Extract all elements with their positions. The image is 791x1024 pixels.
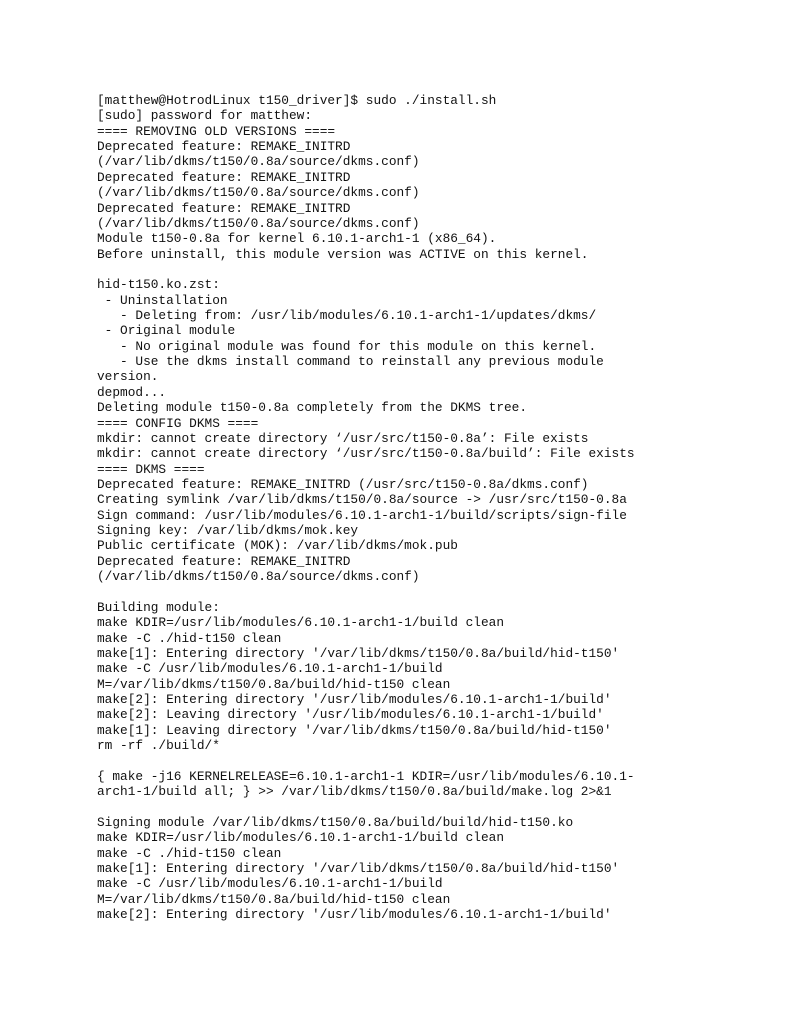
log-line: [sudo] password for matthew: xyxy=(97,108,313,124)
log-line: Creating symlink /var/lib/dkms/t150/0.8a/source -> /usr/src/t150-0.8a xyxy=(97,492,627,508)
log-line: ==== REMOVING OLD VERSIONS ==== xyxy=(97,123,336,139)
log-line: M=/var/lib/dkms/t150/0.8a/build/hid-t150 clean xyxy=(97,676,451,692)
log-line: - Original module xyxy=(97,323,236,339)
log-line: Deprecated feature: REMAKE_INITRD xyxy=(97,139,351,155)
log-line: (/var/lib/dkms/t150/0.8a/source/dkms.conf) xyxy=(97,569,420,585)
log-line: Before uninstall, this module version was ACTIVE on this kernel. xyxy=(97,246,589,262)
log-line xyxy=(97,262,697,277)
log-line: Sign command: /usr/lib/modules/6.10.1-arch1-1/build/scripts/sign-file xyxy=(97,507,627,523)
log-line: Deleting module t150-0.8a completely from the DKMS tree. xyxy=(97,400,528,416)
log-line: make -C /usr/lib/modules/6.10.1-arch1-1/build xyxy=(97,661,443,677)
log-line: - Uninstallation xyxy=(97,292,228,308)
log-line: Deprecated feature: REMAKE_INITRD (/usr/src/t150-0.8a/dkms.conf) xyxy=(97,476,589,492)
log-line: ==== CONFIG DKMS ==== xyxy=(97,415,259,431)
log-line: make KDIR=/usr/lib/modules/6.10.1-arch1-1/build clean xyxy=(97,615,505,631)
log-line: make[1]: Leaving directory '/var/lib/dkms/t150/0.8a/build/hid-t150' xyxy=(97,722,612,738)
log-line: make[2]: Leaving directory '/usr/lib/modules/6.10.1-arch1-1/build' xyxy=(97,707,604,723)
log-line: Deprecated feature: REMAKE_INITRD xyxy=(97,200,351,216)
log-line: (/var/lib/dkms/t150/0.8a/source/dkms.conf) xyxy=(97,154,420,170)
log-line: mkdir: cannot create directory ‘/usr/src/t150-0.8a/build’: File exists xyxy=(97,446,635,462)
log-line: - No original module was found for this module on this kernel. xyxy=(97,338,597,354)
terminal-output xyxy=(97,93,697,922)
log-line: make -C ./hid-t150 clean xyxy=(97,845,282,861)
log-line: Module t150-0.8a for kernel 6.10.1-arch1-1 (x86_64). xyxy=(97,231,497,247)
log-line: - Use the dkms install command to reinstall any previous module xyxy=(97,354,604,370)
log-line: (/var/lib/dkms/t150/0.8a/source/dkms.conf) xyxy=(97,215,420,231)
log-line: M=/var/lib/dkms/t150/0.8a/build/hid-t150 clean xyxy=(97,891,451,907)
log-line: depmod... xyxy=(97,384,167,400)
log-line: ==== DKMS ==== xyxy=(97,461,205,477)
log-line: make[2]: Entering directory '/usr/lib/modules/6.10.1-arch1-1/build' xyxy=(97,692,612,708)
log-line: { make -j16 KERNELRELEASE=6.10.1-arch1-1 KDIR=/usr/lib/modules/6.10.1- xyxy=(97,768,635,784)
log-line: - Deleting from: /usr/lib/modules/6.10.1-arch1-1/updates/dkms/ xyxy=(97,308,597,324)
log-line: Public certificate (MOK): /var/lib/dkms/mok.pub xyxy=(97,538,458,554)
log-line: make KDIR=/usr/lib/modules/6.10.1-arch1-1/build clean xyxy=(97,830,505,846)
log-line: arch1-1/build all; } >> /var/lib/dkms/t150/0.8a/build/make.log 2>&1 xyxy=(97,784,612,800)
log-line: mkdir: cannot create directory ‘/usr/src/t150-0.8a’: File exists xyxy=(97,430,589,446)
log-line: Building module: xyxy=(97,599,220,615)
log-line xyxy=(97,753,697,768)
log-line: make -C /usr/lib/modules/6.10.1-arch1-1/build xyxy=(97,876,443,892)
log-line: rm -rf ./build/* xyxy=(97,738,220,754)
log-line: Deprecated feature: REMAKE_INITRD xyxy=(97,169,351,185)
log-line: Signing key: /var/lib/dkms/mok.key xyxy=(97,523,359,539)
log-line: make[1]: Entering directory '/var/lib/dkms/t150/0.8a/build/hid-t150' xyxy=(97,860,620,876)
log-line: version. xyxy=(97,369,159,385)
log-line: (/var/lib/dkms/t150/0.8a/source/dkms.conf) xyxy=(97,185,420,201)
log-line: [matthew@HotrodLinux t150_driver]$ sudo ./install.sh xyxy=(97,93,497,108)
log-line: hid-t150.ko.zst: xyxy=(97,277,220,293)
log-line: Signing module /var/lib/dkms/t150/0.8a/build/build/hid-t150.ko xyxy=(97,814,574,830)
log-line: make[2]: Entering directory '/usr/lib/modules/6.10.1-arch1-1/build' xyxy=(97,907,612,923)
log-line: Deprecated feature: REMAKE_INITRD xyxy=(97,553,351,569)
log-line: make -C ./hid-t150 clean xyxy=(97,630,282,646)
log-line xyxy=(97,800,697,815)
log-line: make[1]: Entering directory '/var/lib/dkms/t150/0.8a/build/hid-t150' xyxy=(97,645,620,661)
log-line xyxy=(97,585,697,600)
